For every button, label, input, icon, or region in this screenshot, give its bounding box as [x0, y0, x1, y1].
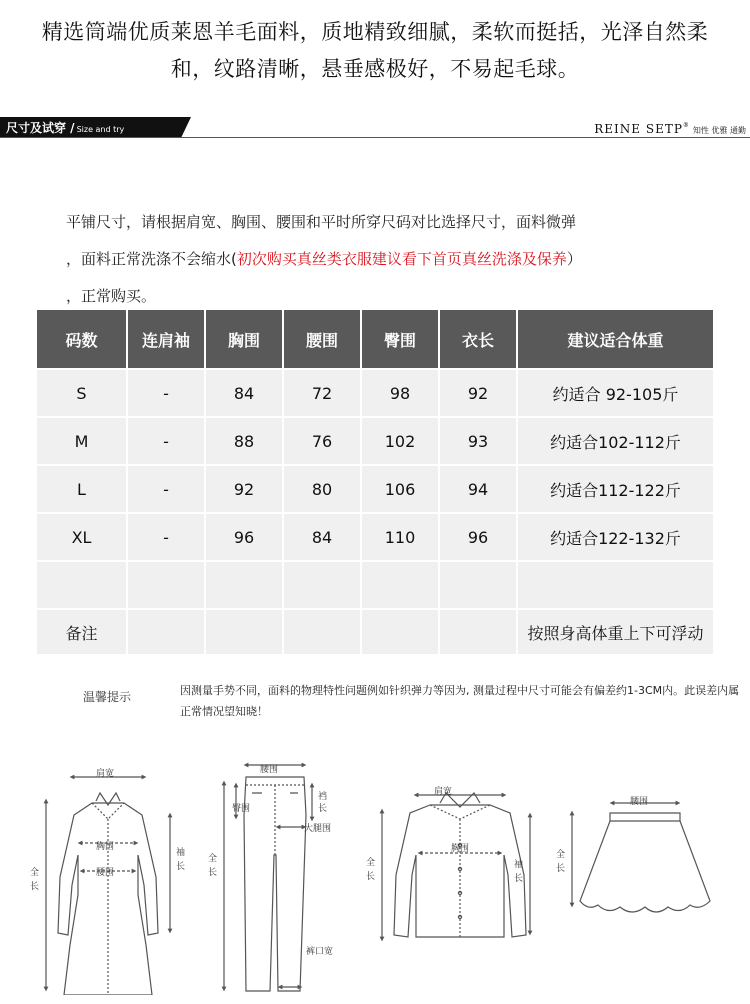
table-cell	[37, 561, 127, 609]
size-table	[37, 310, 713, 654]
dress-diagram	[46, 777, 170, 995]
table-cell	[439, 561, 517, 609]
table-cell: 约适合112-122斤	[517, 465, 713, 513]
notes-line-2-end: ）	[566, 250, 582, 268]
header-weight: 建议适合体重	[517, 310, 713, 369]
header-size: 码数	[37, 310, 127, 369]
shirt-sleeve-label-2: 长	[514, 874, 524, 884]
table-cell: -	[127, 465, 205, 513]
table-cell: 96	[439, 513, 517, 561]
brand-logo	[594, 122, 746, 136]
shirt-diagram	[382, 793, 530, 939]
table-cell: 约适合122-132斤	[517, 513, 713, 561]
shirt-shoulder-label: 肩宽	[434, 787, 453, 797]
intro-line-1: 精选筒端优质莱恩羊毛面料，质地精致细腻，柔软而挺括，光泽自然柔	[41, 20, 709, 44]
shirt-chest-label: 胸围	[451, 844, 470, 854]
table-cell: 93	[439, 417, 517, 465]
shirt-sleeve-label-1: 袖	[514, 860, 524, 870]
header-sleeve: 连肩袖	[127, 310, 205, 369]
section-header-bar	[0, 117, 750, 139]
table-cell: 96	[205, 513, 283, 561]
table-cell: 约适合102-112斤	[517, 417, 713, 465]
table-cell: -	[127, 513, 205, 561]
table-row	[37, 561, 713, 609]
table-cell: 84	[283, 513, 361, 561]
table-cell	[127, 609, 205, 654]
notes-line-3: ，正常购买。	[66, 287, 157, 305]
table-cell: 92	[205, 465, 283, 513]
pants-hip-label: 臀围	[232, 804, 251, 814]
intro-line-2: 和，纹路清晰，悬垂感极好，不易起毛球。	[170, 57, 580, 81]
table-cell: S	[37, 369, 127, 417]
table-cell	[361, 609, 439, 654]
table-cell	[517, 561, 713, 609]
care-link-text: 初次购买真丝类衣服建议看下首页真丝洗涤及保养	[236, 250, 567, 268]
table-row	[37, 465, 713, 513]
pants-rise-label-1: 裆	[318, 792, 328, 802]
table-cell: 98	[361, 369, 439, 417]
shirt-length-label-1: 全	[366, 858, 376, 868]
table-cell: 88	[205, 417, 283, 465]
table-cell: 约适合 92-105斤	[517, 369, 713, 417]
measurement-diagrams	[0, 755, 750, 995]
skirt-waist-label: 腰围	[630, 797, 649, 807]
pants-length-label-1: 全	[208, 854, 218, 864]
table-cell	[361, 561, 439, 609]
table-cell: -	[127, 417, 205, 465]
size-table-header	[37, 310, 713, 369]
table-row	[37, 513, 713, 561]
skirt-length-label-1: 全	[556, 850, 566, 860]
table-cell: 102	[361, 417, 439, 465]
table-cell: M	[37, 417, 127, 465]
pants-diagram	[224, 765, 312, 991]
table-row	[37, 369, 713, 417]
brand-tagline: 知性 优雅 通勤	[692, 126, 746, 135]
table-cell: 76	[283, 417, 361, 465]
table-cell: 106	[361, 465, 439, 513]
table-cell	[439, 609, 517, 654]
table-cell	[283, 609, 361, 654]
intro-text	[0, 14, 750, 88]
dress-sleeve-label-2: 长	[176, 862, 186, 872]
header-hip: 臀围	[361, 310, 439, 369]
notes-line-2-start: ，面料正常洗涤不会缩水(	[66, 250, 237, 268]
skirt-length-label-2: 长	[556, 864, 566, 874]
table-cell: -	[127, 369, 205, 417]
dress-chest-label: 胸围	[96, 842, 115, 852]
brand-mark: ®	[682, 122, 690, 129]
dress-length-label-2: 长	[30, 882, 40, 892]
size-notes	[66, 204, 706, 315]
section-subtitle: Size and try	[76, 125, 125, 134]
table-cell	[283, 561, 361, 609]
section-title	[6, 119, 124, 136]
table-cell	[205, 561, 283, 609]
table-row-remarks	[37, 609, 713, 654]
table-cell	[127, 561, 205, 609]
header-divider	[0, 137, 750, 138]
table-cell: 80	[283, 465, 361, 513]
table-cell: 72	[283, 369, 361, 417]
pants-length-label-2: 长	[208, 868, 218, 878]
header-length: 衣长	[439, 310, 517, 369]
pants-hem-label: 裤口宽	[306, 947, 334, 957]
table-cell: XL	[37, 513, 127, 561]
notes-line-1: 平铺尺寸，请根据肩宽、胸围、腰围和平时所穿尺码对比选择尺寸，面料微弹	[66, 213, 577, 231]
shirt-length-label-2: 长	[366, 872, 376, 882]
pants-rise-label-2: 长	[318, 804, 328, 814]
header-waist: 腰围	[283, 310, 361, 369]
dress-shoulder-label: 肩宽	[96, 769, 115, 779]
table-cell: 110	[361, 513, 439, 561]
table-cell: 94	[439, 465, 517, 513]
brand-name: REINE SETP	[594, 122, 683, 136]
section-title-text: 尺寸及试穿 /	[6, 121, 75, 135]
table-cell: L	[37, 465, 127, 513]
table-cell: 84	[205, 369, 283, 417]
pants-waist-label: 腰围	[260, 765, 279, 775]
skirt-diagram	[572, 803, 710, 912]
header-chest: 胸围	[205, 310, 283, 369]
dress-length-label-1: 全	[30, 868, 40, 878]
table-row	[37, 417, 713, 465]
notes-line-2	[66, 241, 706, 278]
table-cell: 按照身高体重上下可浮动	[517, 609, 713, 654]
pants-thigh-label: 大腿围	[304, 824, 332, 834]
table-cell: 92	[439, 369, 517, 417]
dress-sleeve-label-1: 袖	[176, 848, 186, 858]
dress-waist-label: 腰围	[96, 868, 115, 878]
table-cell	[205, 609, 283, 654]
table-cell: 备注	[37, 609, 127, 654]
tip-text: 因测量手势不同，面料的物理特性问题例如针织弹力等因为, 测量过程中尺寸可能会有偏差约1-3CM内。此误差内属正常情况望知晓！	[180, 684, 740, 718]
tip-label: 温馨提示	[83, 690, 132, 704]
